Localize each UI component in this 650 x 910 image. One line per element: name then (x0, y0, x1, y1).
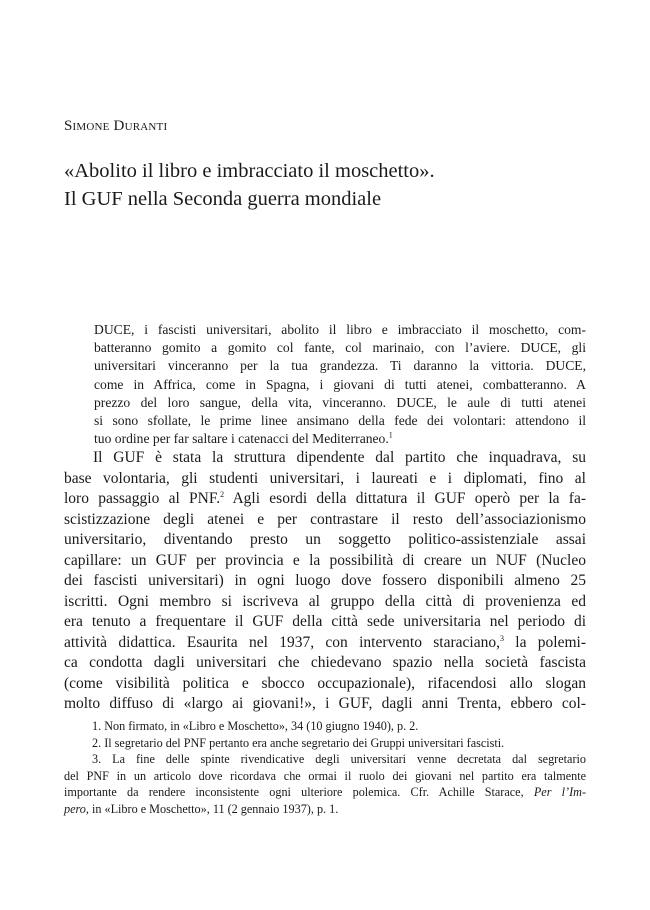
footnote-ref-2[interactable]: 2 (220, 489, 225, 499)
article-title (64, 157, 604, 213)
epigraph-line: come in Affrica, come in Spagna, i giovani di tutti atenei, combatteranno. A (94, 376, 586, 392)
body-line: era tenuto a frequentare il GUF della città sede universitaria nel periodo di (64, 613, 586, 630)
body-paragraph (64, 448, 586, 715)
body-line: iscritti. Ogni membro si iscriveva al gruppo della città di provenienza ed (64, 592, 586, 610)
footnote-line: 2. Il segretario del PNF pertanto era anche segretario dei Gruppi universitari fascisti. (92, 735, 505, 750)
footnotes (64, 718, 586, 818)
footnote-line: importante da rendere inconsistente ogni ulteriore polemica. Cfr. Achille Starace, Per l’Im- (64, 785, 587, 800)
body-line: capillare: un GUF per provincia e la possibilità di creare un NUF (Nucleo (64, 551, 586, 569)
body-line: universitario, diventando presto un soggetto politico-assistenziale assai (64, 531, 586, 548)
epigraph-line: si sono sfollate, le prime linee ansimano della fede dei volontari: attendono il (94, 413, 586, 429)
body-line: Il GUF è stata la struttura dipendente dal partito che inquadrava, su (93, 449, 586, 466)
title-line-2: Il GUF nella Seconda guerra mondiale (64, 188, 382, 210)
footnote-1 (64, 718, 586, 735)
author-name: Simone Duranti (64, 118, 168, 134)
epigraph-line: tuo ordine per far saltare i catenacci del Mediterraneo.$^1$ (94, 430, 393, 447)
footnote-2 (64, 735, 586, 752)
epigraph-line: prezzo del loro sangue, della vita, vinceranno. DUCE, le aule di tutti atenei (94, 394, 586, 410)
body-line: loro passaggio al PNF.$^2$ Agli esordi della dittatura il GUF operò per la fa- (64, 489, 586, 507)
cited-title-part-2: pero, (64, 801, 89, 816)
body-line: dei fascisti universitari) in ogni luogo dove fossero disponibili almeno 25 (64, 572, 586, 589)
epigraph-line: DUCE, i fascisti universitari, abolito il libro e imbracciato il moschetto, com- (94, 322, 586, 337)
title-line-1: «Abolito il libro e imbracciato il moschetto». (64, 160, 435, 182)
body-line: ca condotta dagli universitari che chiedevano spazio nella società fascista (64, 654, 586, 671)
footnote-line: del PNF in un articolo dove ricordava che ormai il ruolo dei giovani nel partito era talmente (64, 768, 586, 783)
body-line: attività didattica. Esaurita nel 1937, con intervento staraciano,$^3$ la polemi- (64, 633, 587, 651)
footnote-3 (64, 751, 586, 817)
body-line: molto diffuso di «largo ai giovani!», i GUF, dagli anni Trenta, ebbero col- (64, 695, 586, 712)
epigraph-quote (94, 321, 586, 448)
epigraph-line: universitari vinceranno per la tua grandezza. Ti daranno la vittoria. DUCE, (94, 358, 586, 374)
body-line: base volontaria, gli studenti universitari, i laureati e i diplomati, fino al (64, 469, 586, 487)
body-line: scistizzazione degli atenei e per contrastare il resto dell’associazionismo (64, 510, 586, 528)
body-line: (come visibilità politica e sbocco occupazionale), rifacendosi allo slogan (64, 674, 586, 692)
footnote-line: pero, in «Libro e Moschetto», 11 (2 gennaio 1937), p. 1. (64, 801, 339, 816)
epigraph-line: batteranno gomito a gomito col fante, col marinaio, con l’aviere. DUCE, gli (94, 340, 586, 356)
footnote-line: 3. La fine delle spinte rivendicative degli universitari venne decretata dal segretario (92, 752, 586, 767)
cited-title-part-1: Per l’Im- (533, 785, 587, 800)
footnote-ref-3[interactable]: 3 (499, 633, 504, 643)
footnote-ref-1[interactable]: 1 (388, 430, 393, 440)
footnote-line: 1. Non firmato, in «Libro e Moschetto», 34 (10 giugno 1940), p. 2. (92, 719, 419, 733)
